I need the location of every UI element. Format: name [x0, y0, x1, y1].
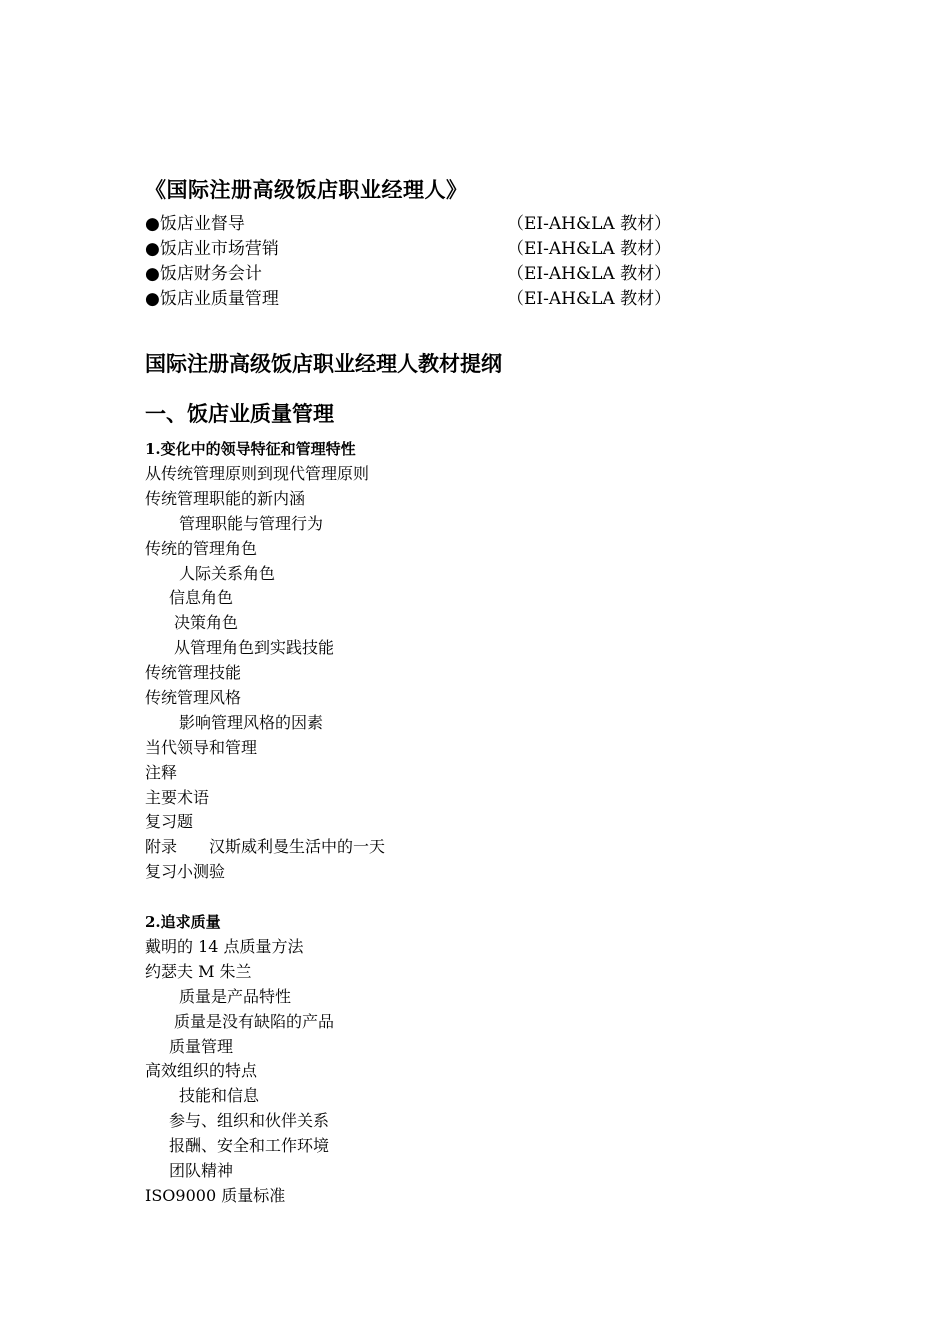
outline-item: 当代领导和管理	[145, 737, 258, 757]
outline-item: 戴明的 14 点质量方法	[145, 937, 304, 956]
outline-subitem: 决策角色	[174, 613, 239, 633]
outline-item: 传统管理技能	[145, 663, 242, 683]
book-row	[145, 212, 705, 237]
outline-subitem: 信息角色	[169, 588, 234, 608]
section-heading: 2.追求质量	[145, 913, 221, 931]
section-changing-leadership	[145, 437, 765, 885]
outline-item: 复习小测验	[145, 862, 226, 882]
book-series-title: 《国际注册高级饭店职业经理人》	[145, 177, 468, 202]
outline-item: 主要术语	[145, 787, 210, 807]
chapter-title: 一、饭店业质量管理	[145, 401, 334, 426]
book-row	[145, 262, 705, 287]
outline-subitem: 管理职能与管理行为	[179, 513, 324, 533]
section-heading: 1.变化中的领导特征和管理特性	[145, 440, 356, 458]
outline-subitem: 质量是没有缺陷的产品	[174, 1011, 335, 1031]
book-name: ●饭店业督导	[145, 214, 245, 234]
outline-subitem: 报酬、安全和工作环境	[169, 1136, 330, 1156]
outline-subitem: 团队精神	[169, 1161, 234, 1181]
outline-item: ISO9000 质量标准	[145, 1185, 286, 1205]
outline-item: 从传统管理原则到现代管理原则	[145, 464, 370, 483]
outline-title: 国际注册高级饭店职业经理人教材提纲	[145, 351, 502, 376]
section-pursuing-quality	[145, 910, 765, 1209]
book-row	[145, 287, 705, 312]
outline-item: 传统的管理角色	[145, 538, 258, 558]
outline-subitem: 从管理角色到实践技能	[174, 638, 335, 658]
book-source: （EI-AH&LA 教材）	[507, 264, 672, 284]
book-row	[145, 237, 705, 262]
outline-subitem: 技能和信息	[179, 1086, 260, 1106]
book-source: （EI-AH&LA 教材）	[507, 239, 672, 259]
outline-item: 注释	[145, 762, 178, 782]
book-source: （EI-AH&LA 教材）	[507, 214, 672, 234]
outline-item: 复习题	[145, 812, 194, 832]
book-name: ●饭店业质量管理	[145, 289, 279, 309]
book-name: ●饭店财务会计	[145, 264, 262, 284]
outline-item: 传统管理风格	[145, 688, 242, 708]
outline-item: 传统管理职能的新内涵	[145, 488, 306, 508]
outline-item: 高效组织的特点	[145, 1061, 258, 1081]
outline-subitem: 影响管理风格的因素	[179, 712, 324, 732]
outline-subitem: 质量管理	[169, 1036, 234, 1056]
outline-subitem: 质量是产品特性	[179, 986, 292, 1006]
book-list	[145, 212, 705, 312]
outline-subitem: 参与、组织和伙伴关系	[169, 1111, 330, 1131]
outline-subitem: 人际关系角色	[179, 563, 276, 583]
outline-item: 附录 汉斯威利曼生活中的一天	[145, 837, 386, 857]
outline-item: 约瑟夫 M 朱兰	[145, 961, 252, 981]
book-source: （EI-AH&LA 教材）	[507, 289, 672, 309]
book-name: ●饭店业市场营销	[145, 239, 279, 259]
